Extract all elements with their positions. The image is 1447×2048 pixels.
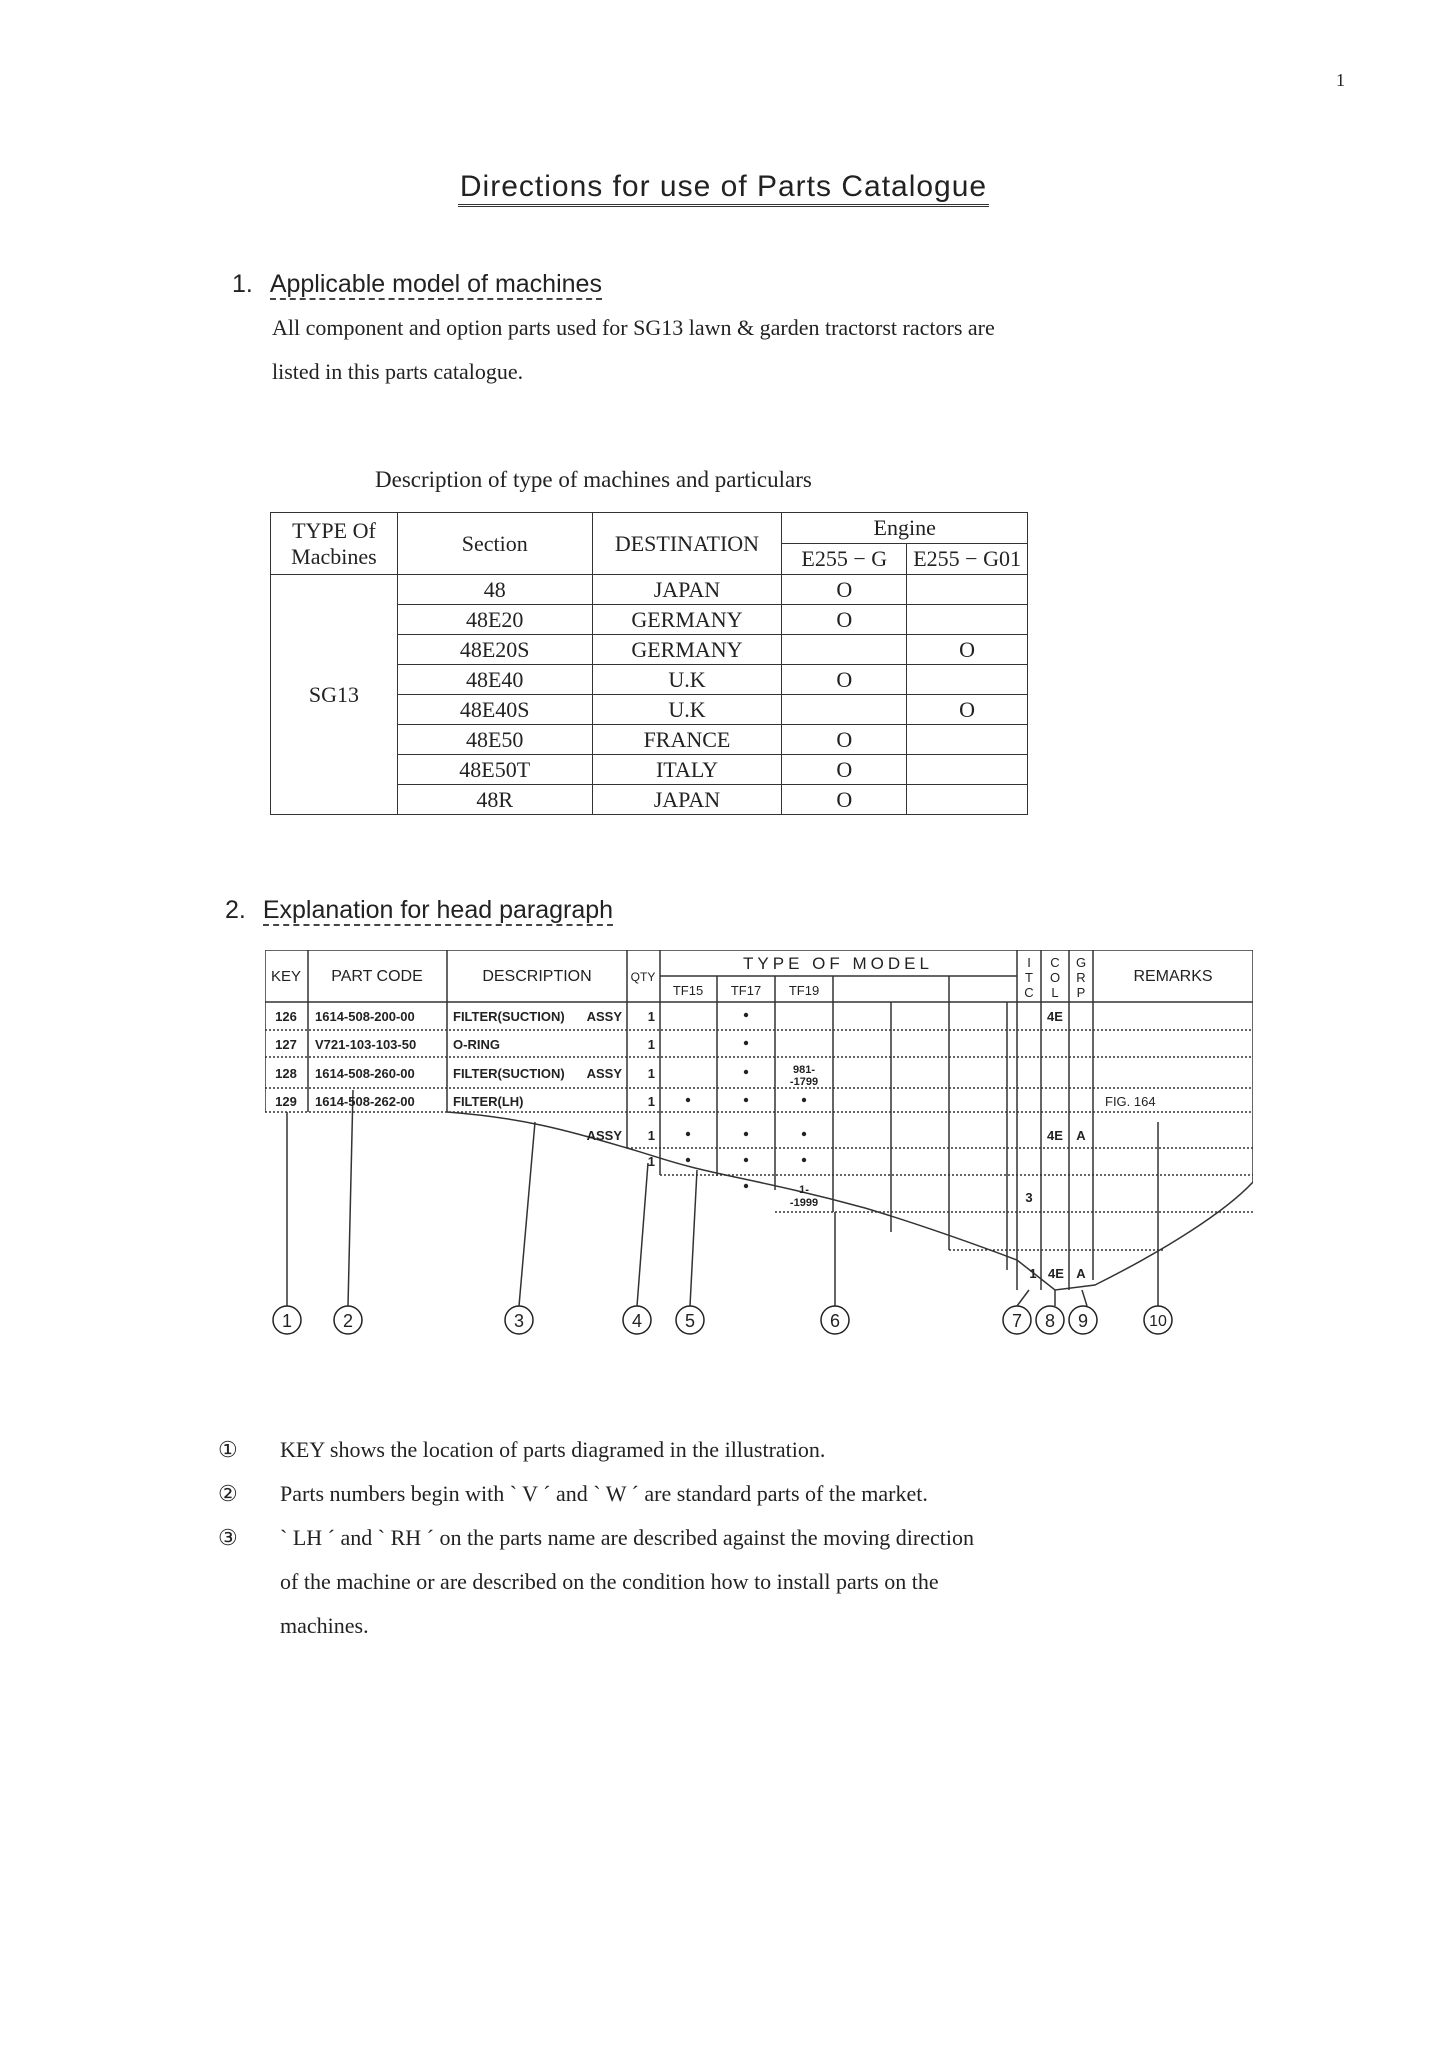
engine-1-cell: O	[782, 605, 907, 635]
row-2-code: V721-103-103-50	[315, 1037, 417, 1052]
col-tf15-header: TF15	[672, 983, 704, 998]
section-cell: 48E50	[397, 725, 592, 755]
col-col-header-3: L	[1051, 985, 1059, 1000]
engine-2-cell	[907, 725, 1028, 755]
header-engine: Engine	[782, 513, 1028, 544]
engine-1-cell	[782, 635, 907, 665]
note-2-text: Parts numbers begin with ˋ V ˊ and ˋ W ˊ are standard parts of the market.	[280, 1481, 928, 1506]
row-6-qty: 1	[647, 1154, 655, 1169]
destination-cell: GERMANY	[592, 635, 782, 665]
callout-7: 7	[1011, 1311, 1023, 1331]
engine-2-cell: O	[907, 635, 1028, 665]
row-1-qty: 1	[647, 1009, 655, 1024]
engine-2-cell	[907, 605, 1028, 635]
col-tf19-header: TF19	[788, 983, 820, 998]
section-cell: 48E20	[397, 605, 592, 635]
grp-value-a: A	[1076, 1266, 1086, 1281]
row-1-code: 1614-508-200-00	[315, 1009, 415, 1024]
engine-2-cell	[907, 755, 1028, 785]
note-1	[218, 1428, 1258, 1472]
section-2-heading	[225, 896, 613, 925]
row-1-key: 126	[275, 1009, 297, 1024]
section-cell: 48E50T	[397, 755, 592, 785]
page-title-text: Directions for use of Parts Catalogue	[458, 170, 989, 207]
row-2-qty: 1	[647, 1037, 655, 1052]
row-2-key: 127	[275, 1037, 297, 1052]
col-tf17-header: TF17	[730, 983, 762, 998]
row-4-code: 1614-508-262-00	[315, 1094, 415, 1109]
section-1-text	[272, 306, 1272, 394]
row-3-desc: FILTER(SUCTION)	[453, 1066, 565, 1081]
callout-9: 9	[1077, 1311, 1089, 1331]
row-5-col: 4E	[1047, 1128, 1063, 1143]
note-3-line-3: machines.	[280, 1613, 369, 1638]
col-itc-header-2: T	[1025, 970, 1033, 985]
header-engine-1: E255 − G	[782, 544, 907, 575]
section-cell: 48E40	[397, 665, 592, 695]
col-remarks-header: REMARKS	[1133, 968, 1213, 985]
destination-cell: JAPAN	[592, 785, 782, 815]
engine-2-cell	[907, 575, 1028, 605]
destination-cell: ITALY	[592, 755, 782, 785]
destination-cell: U.K	[592, 695, 782, 725]
section-1-line-2: listed in this parts catalogue.	[272, 359, 524, 384]
callout-10: 10	[1149, 1313, 1167, 1330]
header-type-line-1: TYPE Of	[292, 517, 376, 543]
machine-row	[271, 575, 1028, 605]
note-3-marker: ③	[218, 1525, 238, 1550]
header-section: Section	[397, 513, 592, 575]
row-4-desc: FILTER(LH)	[453, 1094, 524, 1109]
row-2-desc: O-RING	[453, 1037, 500, 1052]
engine-2-cell	[907, 785, 1028, 815]
col-part-code-header: PART CODE	[331, 968, 423, 985]
col-grp-header-3: P	[1076, 985, 1086, 1000]
destination-cell: U.K	[592, 665, 782, 695]
section-1-number: 1.	[232, 270, 253, 298]
section-1-line-1: All component and option parts used for SG13 lawn & garden tractorst ractors are	[272, 315, 995, 340]
col-grp-header-1: G	[1075, 955, 1087, 970]
note-1-text: KEY shows the location of parts diagramed in the illustration.	[280, 1437, 826, 1462]
destination-cell: JAPAN	[592, 575, 782, 605]
section-1-heading	[232, 270, 602, 299]
page-title	[0, 170, 1447, 204]
engine-2-cell: O	[907, 695, 1028, 725]
machine-types-table	[270, 512, 1028, 815]
row-4-qty: 1	[647, 1094, 655, 1109]
col-itc-header-3: C	[1024, 985, 1034, 1000]
engine-1-cell	[782, 695, 907, 725]
destination-cell: FRANCE	[592, 725, 782, 755]
section-2-number: 2.	[225, 896, 246, 924]
header-type	[271, 513, 398, 575]
row-5-assy: ASSY	[586, 1128, 622, 1143]
callout-8: 8	[1044, 1311, 1056, 1331]
page-number: 1	[1336, 70, 1345, 90]
row-3-qty: 1	[647, 1066, 655, 1081]
header-destination: DESTINATION	[592, 513, 782, 575]
table-1-caption: Description of type of machines and particulars	[375, 467, 812, 492]
note-3-line-1: ˋ LH ˊ and ˋ RH ˊ on the parts name are described against the moving direction	[280, 1525, 974, 1550]
row-1-assy: ASSY	[586, 1009, 622, 1024]
notes-list	[218, 1428, 1258, 1648]
engine-2-cell	[907, 665, 1028, 695]
col-value-4e: 4E	[1048, 1266, 1064, 1281]
note-2-marker: ②	[218, 1481, 238, 1506]
row-1-desc: FILTER(SUCTION)	[453, 1009, 565, 1024]
callout-2: 2	[342, 1311, 354, 1331]
section-cell: 48R	[397, 785, 592, 815]
note-3	[218, 1516, 1258, 1648]
col-col-header-2: O	[1049, 970, 1061, 985]
col-col-header-1: C	[1050, 955, 1060, 970]
col-qty-header: QTY	[630, 970, 656, 984]
row-5-qty: 1	[647, 1128, 655, 1143]
row-3-assy: ASSY	[586, 1066, 622, 1081]
machine-type-cell: SG13	[271, 575, 398, 815]
note-3-text	[280, 1516, 974, 1648]
callout-3: 3	[513, 1311, 525, 1331]
section-1-title: Applicable model of machines	[269, 270, 602, 298]
callout-1: 1	[281, 1311, 293, 1331]
col-grp-header-2: R	[1076, 970, 1086, 985]
note-2	[218, 1472, 1258, 1516]
row-1-col: 4E	[1047, 1009, 1063, 1024]
serial-1a: 981-	[792, 1064, 816, 1076]
col-key-header: KEY	[270, 968, 302, 985]
row-3-key: 128	[275, 1066, 297, 1081]
note-3-line-2: of the machine or are described on the condition how to install parts on the	[280, 1569, 939, 1594]
serial-1b: -1799	[789, 1076, 819, 1088]
row-4-key: 129	[275, 1094, 297, 1109]
header-engine-2: E255 − G01	[907, 544, 1028, 575]
itc-value-1: 1	[1029, 1266, 1037, 1281]
head-paragraph-illustration	[265, 950, 1253, 1340]
engine-1-cell: O	[782, 575, 907, 605]
col-type-of-model-header: TYPE OF MODEL	[743, 954, 933, 973]
engine-1-cell: O	[782, 665, 907, 695]
row-3-code: 1614-508-260-00	[315, 1066, 415, 1081]
engine-1-cell: O	[782, 755, 907, 785]
destination-cell: GERMANY	[592, 605, 782, 635]
itc-value-3: 3	[1025, 1190, 1033, 1205]
serial-2b: -1999	[789, 1197, 819, 1209]
engine-1-cell: O	[782, 725, 907, 755]
section-cell: 48E20S	[397, 635, 592, 665]
section-cell: 48	[397, 575, 592, 605]
remarks-fig: FIG. 164	[1105, 1094, 1156, 1109]
serial-2a: 1-	[799, 1184, 809, 1196]
callout-5: 5	[684, 1311, 696, 1331]
engine-1-cell: O	[782, 785, 907, 815]
note-1-marker: ①	[218, 1437, 238, 1462]
section-2-title: Explanation for head paragraph	[262, 896, 614, 924]
col-description-header: DESCRIPTION	[482, 968, 592, 985]
section-cell: 48E40S	[397, 695, 592, 725]
callout-6: 6	[829, 1311, 841, 1331]
header-type-line-2: Macbines	[291, 543, 377, 569]
row-5-grp: A	[1076, 1128, 1086, 1143]
col-itc-header-1: I	[1027, 955, 1031, 970]
callout-4: 4	[631, 1311, 643, 1331]
